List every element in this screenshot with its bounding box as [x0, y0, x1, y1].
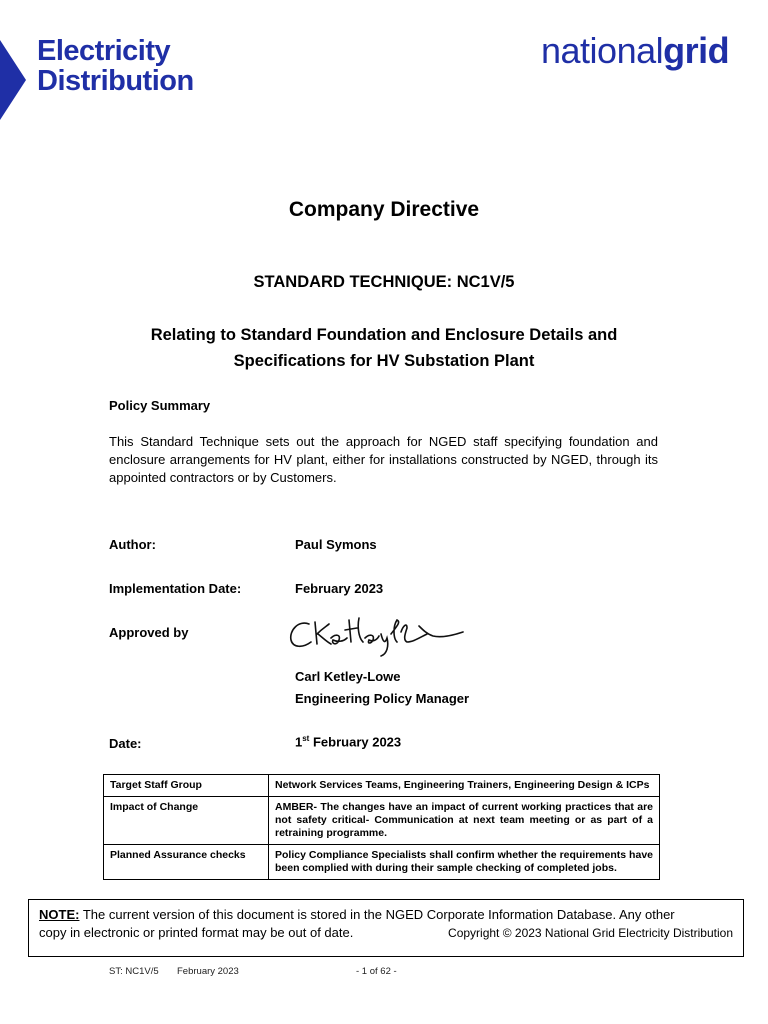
note-line-2 — [39, 924, 733, 942]
electricity-distribution-chevron-icon — [0, 40, 26, 120]
national-grid-logo-light: national — [541, 30, 664, 71]
approved-by-label: Approved by — [109, 625, 189, 640]
approver-signature — [287, 612, 467, 658]
document-subtitle — [0, 322, 768, 374]
note-text-2: copy in electronic or printed format may be out of date. — [39, 925, 354, 940]
date-suffix: st — [302, 734, 310, 743]
subtitle-line-2: Specifications for HV Substation Plant — [233, 352, 535, 370]
date-day: 1 — [295, 734, 303, 750]
directive-info-table — [103, 774, 660, 880]
table-header-cell: Planned Assurance checks — [104, 845, 269, 880]
note-text-1: The current version of this document is stored in the NGED Corporate Information Database. Any other — [79, 907, 675, 922]
note-box — [28, 899, 744, 957]
author-label: Author: — [109, 537, 156, 552]
logo-line-2: Distribution — [37, 65, 194, 97]
date-label: Date: — [109, 736, 142, 751]
author-value: Paul Symons — [295, 537, 377, 552]
footer-reference: ST: NC1V/5 — [109, 966, 159, 977]
logo-line-1: Electricity — [37, 35, 171, 67]
table-header-cell: Target Staff Group — [104, 775, 269, 797]
table-row — [104, 775, 660, 797]
date-value — [295, 734, 401, 749]
note-label: NOTE: — [39, 907, 80, 922]
date-rest: February 2023 — [309, 734, 402, 750]
policy-summary-heading: Policy Summary — [109, 398, 211, 413]
table-value-cell: Network Services Teams, Engineering Trainers, Engineering Design & ICPs — [269, 775, 660, 797]
approver-name: Carl Ketley-Lowe — [295, 669, 401, 684]
table-value-cell: AMBER- The changes have an impact of current working practices that are not safety critical- Communication at next team meeting or as part of a retraining programme. — [269, 797, 660, 845]
electricity-distribution-logo — [37, 36, 194, 96]
table-header-cell: Impact of Change — [104, 797, 269, 845]
table-value-cell: Policy Compliance Specialists shall confirm whether the requirements have been complied with during their sample checking of completed jobs. — [269, 845, 660, 880]
table-row — [104, 797, 660, 845]
standard-technique-title: STANDARD TECHNIQUE: NC1V/5 — [253, 273, 515, 291]
national-grid-logo — [541, 30, 729, 72]
policy-summary-text: This Standard Technique sets out the approach for NGED staff specifying foundation and enclosure arrangements for HV plant, either for installations constructed by NGED, through its appointed contractors or by Customers. — [109, 434, 658, 485]
copyright-text: Copyright © 2023 National Grid Electricity Distribution — [448, 926, 733, 940]
approver-title: Engineering Policy Manager — [295, 691, 470, 706]
footer-page-number: - 1 of 62 - — [356, 966, 397, 977]
note-line-1 — [39, 906, 733, 924]
table-row — [104, 845, 660, 880]
document-title: Company Directive — [288, 198, 480, 221]
national-grid-logo-bold: grid — [663, 30, 730, 71]
subtitle-line-1: Relating to Standard Foundation and Enclosure Details and — [150, 326, 618, 344]
implementation-date-label: Implementation Date: — [109, 581, 242, 596]
footer-date: February 2023 — [177, 966, 239, 977]
implementation-date-value: February 2023 — [295, 581, 384, 596]
